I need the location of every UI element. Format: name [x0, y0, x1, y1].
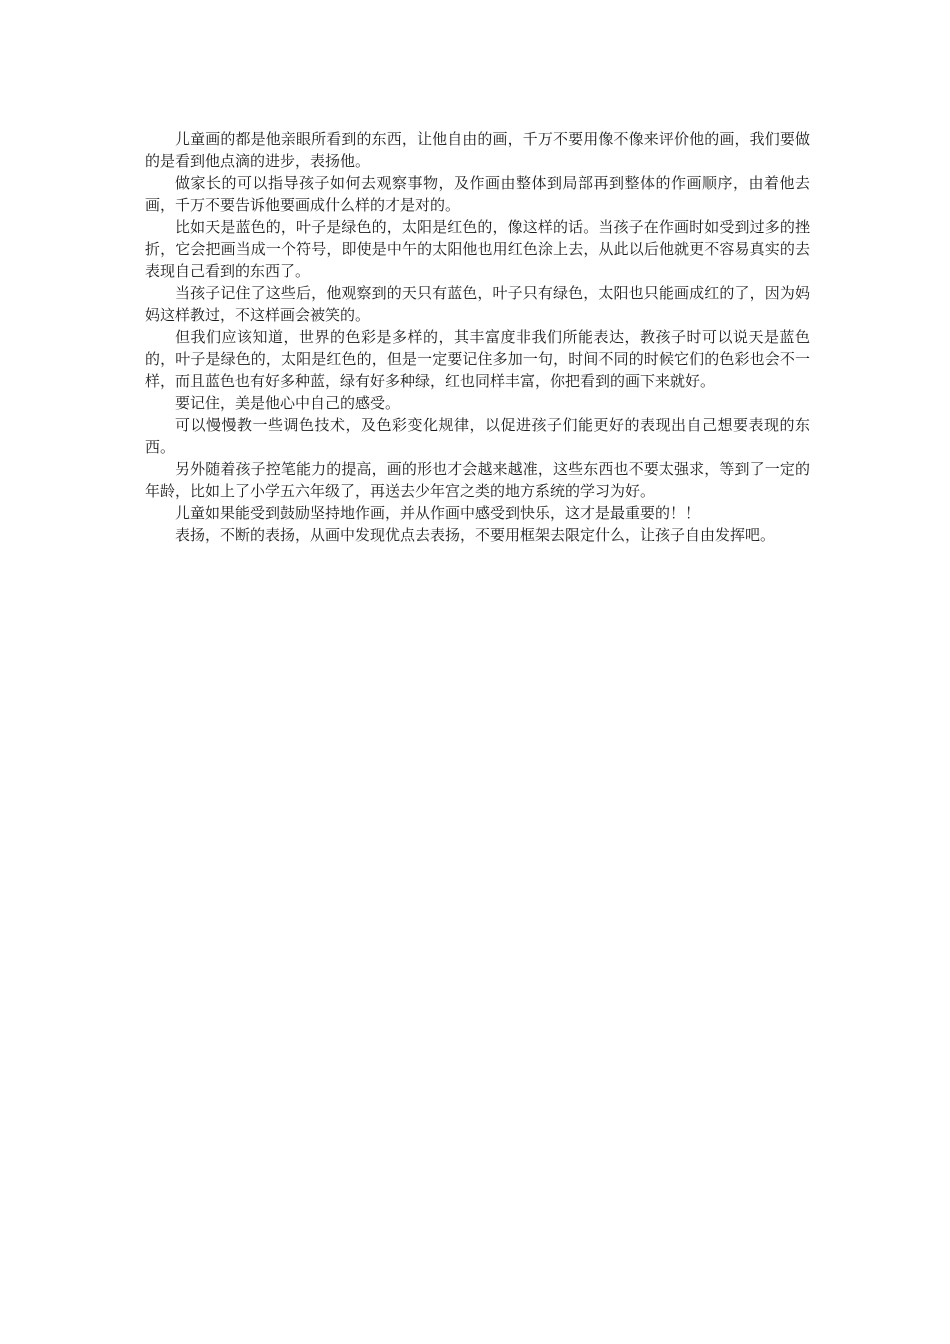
paragraph-4: 当孩子记住了这些后，他观察到的天只有蓝色，叶子只有绿色，太阳也只能画成红的了，因为妈妈这样教过，不这样画会被笑的。	[145, 284, 810, 324]
paragraph-1: 儿童画的都是他亲眼所看到的东西，让他自由的画，千万不要用像不像来评价他的画，我们要做的是看到他点滴的进步，表扬他。	[145, 130, 810, 170]
paragraph-9: 儿童如果能受到鼓励坚持地作画，并从作画中感受到快乐，这才是最重要的！！	[175, 504, 701, 522]
document-body	[145, 128, 810, 546]
paragraph-10: 表扬，不断的表扬，从画中发现优点去表扬，不要用框架去限定什么，让孩子自由发挥吧。	[175, 526, 776, 544]
paragraph-7: 可以慢慢教一些调色技术，及色彩变化规律，以促进孩子们能更好的表现出自己想要表现的东西。	[145, 416, 810, 456]
paragraph-5: 但我们应该知道，世界的色彩是多样的，其丰富度非我们所能表达，教孩子时可以说天是蓝色的，叶子是绿色的，太阳是红色的，但是一定要记住多加一句，时间不同的时候它们的色彩也会不一样，而且蓝色也有好多种蓝，绿有好多种绿，红也同样丰富，你把看到的画下来就好。	[145, 328, 810, 390]
paragraph-2: 做家长的可以指导孩子如何去观察事物，及作画由整体到局部再到整体的作画顺序，由着他去画，千万不要告诉他要画成什么样的才是对的。	[145, 174, 810, 214]
paragraph-8: 另外随着孩子控笔能力的提高，画的形也才会越来越准，这些东西也不要太强求，等到了一定的年龄，比如上了小学五六年级了，再送去少年宫之类的地方系统的学习为好。	[145, 460, 810, 500]
paragraph-3: 比如天是蓝色的，叶子是绿色的，太阳是红色的，像这样的话。当孩子在作画时如受到过多的挫折，它会把画当成一个符号，即使是中午的太阳他也用红色涂上去，从此以后他就更不容易真实的去表现自己看到的东西了。	[145, 218, 810, 280]
paragraph-6: 要记住，美是他心中自己的感受。	[175, 394, 401, 412]
